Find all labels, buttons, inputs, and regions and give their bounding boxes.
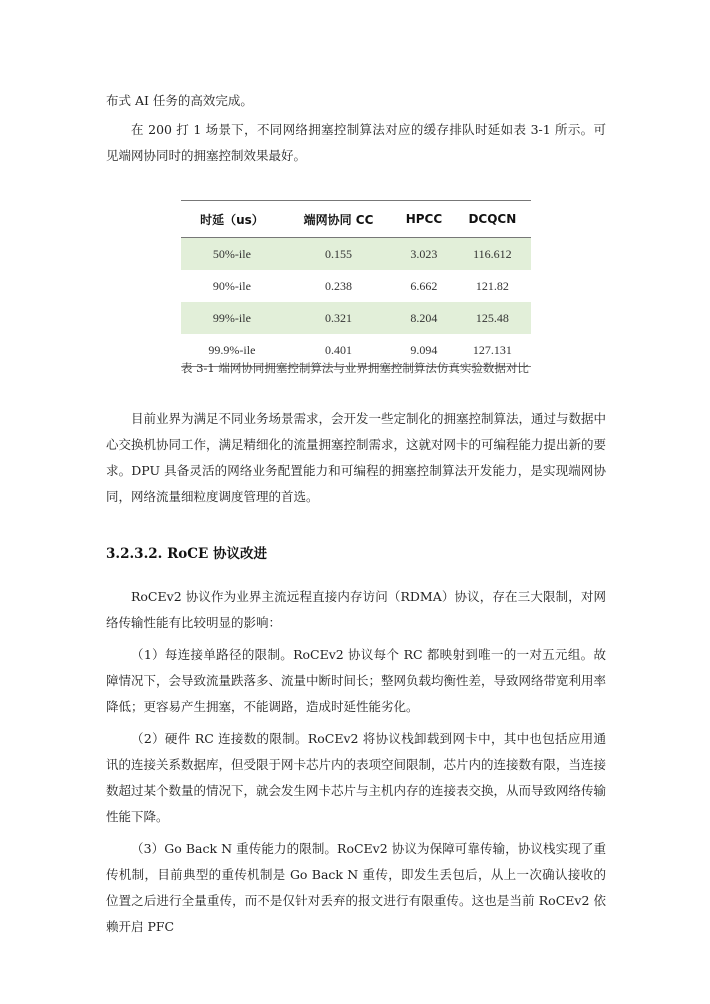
paragraph-latency-summary: 在 200 打 1 场景下，不同网络拥塞控制算法对应的缓存排队时延如表 3-1 所示。可见端网协同时的拥塞控制效果最好。 <box>106 122 606 163</box>
paragraph-rocev2-limits: RoCEv2 协议作为业界主流远程直接内存访问（RDMA）协议，存在三大限制，对网络传输性能有比较明显的影响： <box>106 589 606 630</box>
col-header-dcqcn: DCQCN <box>454 201 531 238</box>
table-cell: 0.401 <box>283 334 394 367</box>
table-row <box>181 238 531 271</box>
paragraph-limit-2: （2）硬件 RC 连接数的限制。RoCEv2 将协议栈卸载到网卡中，其中也包括应用通讯的连接关系数据库，但受限于网卡芯片内的表项空间限制，芯片内的连接数有限，当连接数超过某个数量的情况下，就会发生网卡芯片与主机内存的连接表交换，从而导致网络传输性能下降。 <box>106 731 607 824</box>
paragraph-limit-3: （3）Go Back N 重传能力的限制。RoCEv2 协议为保障可靠传输，协议栈实现了重传机制，目前典型的重传机制是 Go Back N 重传，即发生丢包后，从上一次确认接收的位置之后进行全量重传，而不是仅针对丢弃的报文进行有限重传。这也是当前 RoCEv2 依赖开启 PFC <box>106 841 606 934</box>
paragraph-limit-1: （1）每连接单路径的限制。RoCEv2 协议每个 RC 都映射到唯一的一对五元组。故障情况下，会导致流量跌落多、流量中断时间长；整网负载均衡性差，导致网络带宽利用率降低；更容易产生拥塞，不能调路，造成时延性能劣化。 <box>106 647 607 714</box>
paragraph-custom-cc: 目前业界为满足不同业务场景需求，会开发一些定制化的拥塞控制算法，通过与数据中心交换机协同工作，满足精细化的流量拥塞控制需求，这就对网卡的可编程能力提出新的要求。DPU 具备灵活的网络业务配置能力和可编程的拥塞控制算法开发能力，是实现端网协同，网络流量细粒度调度管理的首选。 <box>106 411 607 504</box>
table-cell: 0.238 <box>324 278 352 293</box>
section-heading: 3.2.3.2. RoCE 协议改进 <box>106 546 268 562</box>
table-caption: 表 3-1 端网协同拥塞控制算法与业界拥塞控制算法仿真实验数据对比 <box>181 361 529 375</box>
table-cell: 127.131 <box>454 334 531 367</box>
table-cell: 99%-ile <box>181 302 283 334</box>
table-cell: 99.9%-ile <box>181 334 283 367</box>
table-row <box>181 302 531 334</box>
table-cell: 50%-ile <box>181 238 283 271</box>
table-cell: 8.204 <box>394 302 454 334</box>
table-header-row <box>181 201 531 238</box>
col-header-hpcc: HPCC <box>394 201 454 238</box>
paragraph-intro-tail: 布式 AI 任务的高效完成。 <box>106 93 253 108</box>
latency-table-container <box>181 200 531 367</box>
col-header-endnet-cc: 端网协同 CC <box>283 201 394 238</box>
table-cell: 6.662 <box>410 278 438 293</box>
table-cell: 116.612 <box>454 238 531 271</box>
table-row <box>181 270 531 302</box>
table-cell: 90%-ile <box>212 278 251 293</box>
table-cell: 0.321 <box>283 302 394 334</box>
col-header-latency: 时延（us） <box>181 201 283 238</box>
table-cell: 121.82 <box>475 278 509 293</box>
table-cell: 3.023 <box>394 238 454 271</box>
table-cell: 9.094 <box>394 334 454 367</box>
table-cell: 125.48 <box>454 302 531 334</box>
table-cell: 0.155 <box>283 238 394 271</box>
latency-table <box>181 200 531 367</box>
